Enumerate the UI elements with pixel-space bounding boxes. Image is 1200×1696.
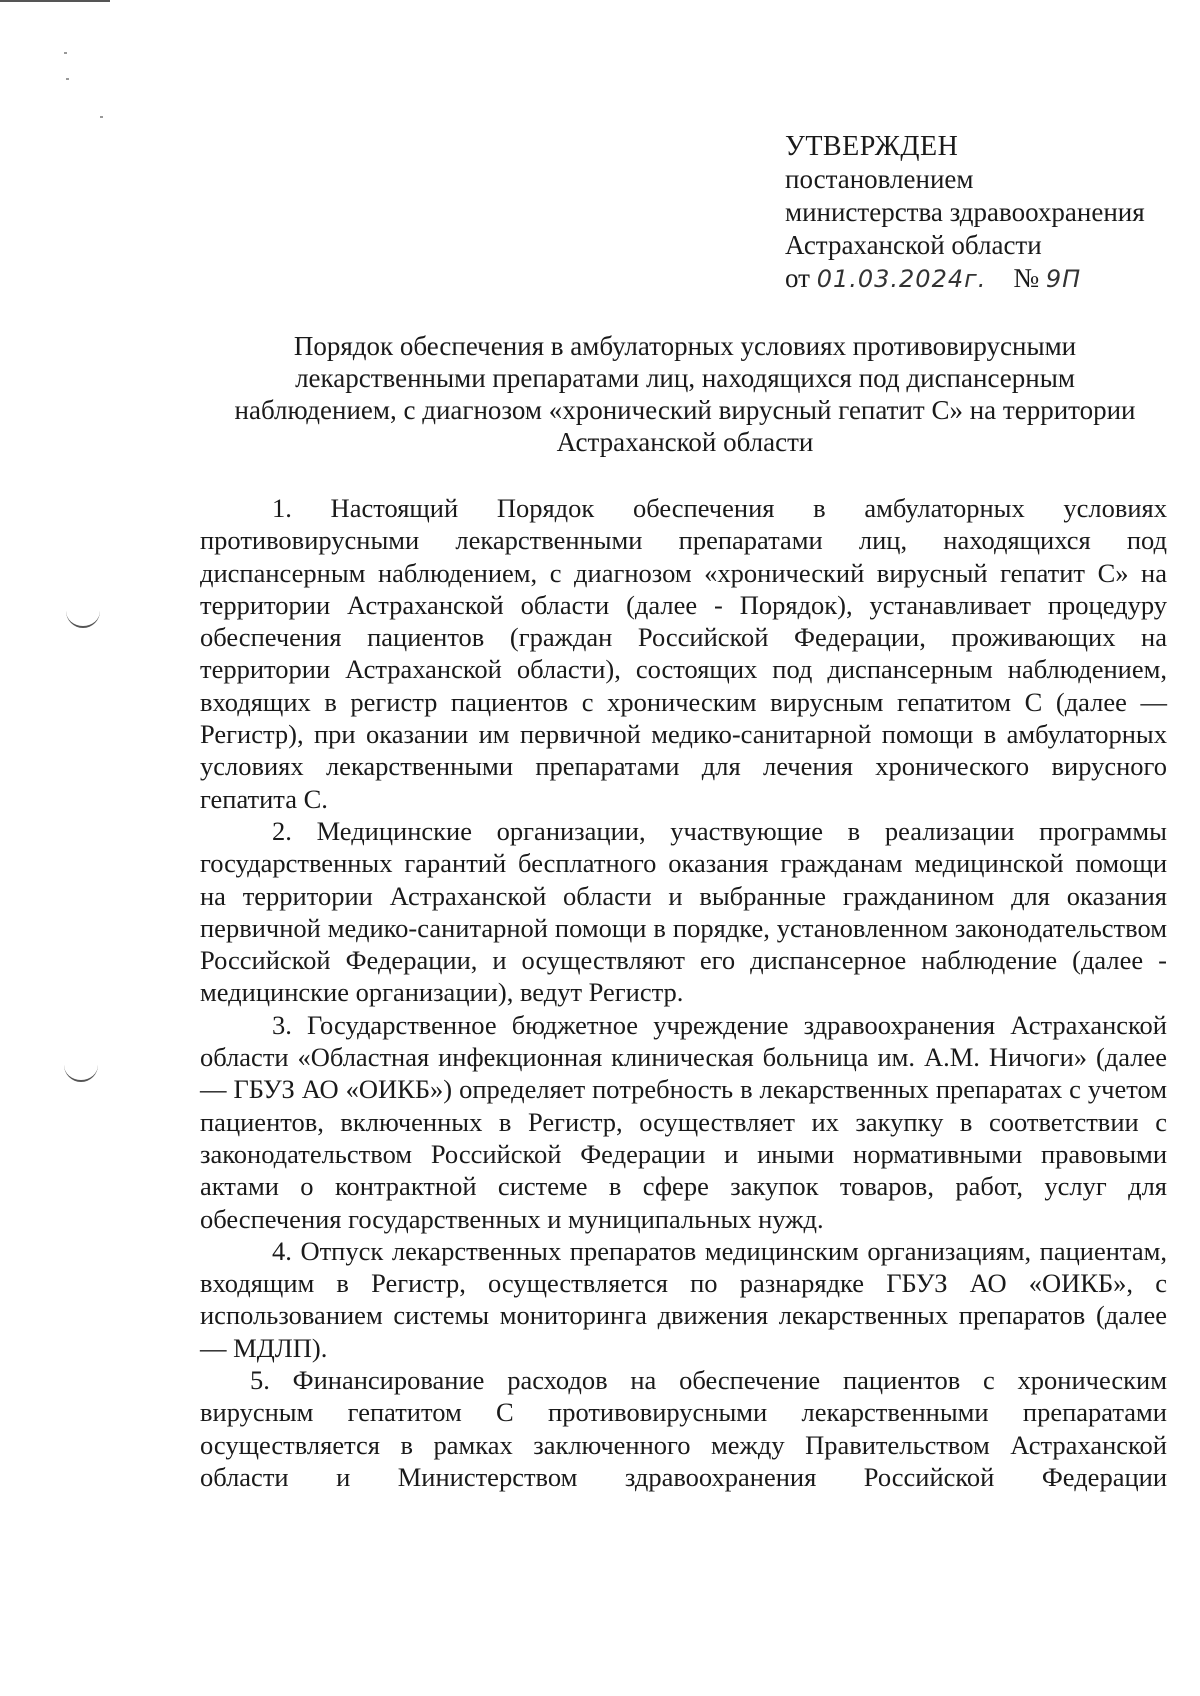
handwritten-date: 01.03.2024г. (816, 265, 987, 293)
approval-line: министерства здравоохранения (785, 197, 1145, 227)
number-prefix: № (1013, 263, 1040, 293)
title-line: Порядок обеспечения в амбулаторных условиях противовирусными (293, 331, 1077, 361)
scan-edge-mark (0, 0, 110, 2)
paragraph-5: 5. Финансирование расходов на обеспечение пациентов с хроническим вирусным гепатитом С противовирусными лекарственными препаратами осуществляется в рамках заключенного между Правительством Астраханской области и Министерством здравоохранения Российской Федерации (200, 1365, 1167, 1492)
paragraph-3: 3. Государственное бюджетное учреждение здравоохранения Астраханской области «Областная инфекционная клиническая больница им. А.М. Ничоги» (далее — ГБУЗ АО «ОИКБ») определяет потребность в лекарственных препаратах с учетом пациентов, включенных в Регистр, осуществляет их закупку в соответствии с законодательством Российской Федерации и иными нормативными правовыми актами о контрактной системе в сфере закупок товаров, работ, услуг для обеспечения государственных и муниципальных нужд. (200, 1009, 1167, 1234)
paragraph-2: 2. Медицинские организации, участвующие в реализации программы государственных гарантий бесплатного оказания гражданам медицинской помощи на территории Астраханской области и выбранные гражданином для оказания первичной медико-санитарной помощи в порядке, установленном законодательством Российской Федерации, и осуществляют его диспансерное наблюдение (далее - медицинские организации), ведут Регистр. (200, 815, 1167, 1008)
scan-speck (100, 116, 103, 118)
punch-hole-mark (66, 610, 100, 628)
handwritten-number: 9П (1045, 265, 1082, 293)
title-line: лекарственными препаратами лиц, находящихся под диспансерным (295, 363, 1075, 393)
approval-heading: УТВЕРЖДЕН (785, 131, 959, 162)
punch-hole-mark (64, 1064, 98, 1082)
approval-line: постановлением (785, 164, 974, 194)
approval-date-number-line (785, 262, 1165, 296)
scan-speck (66, 78, 69, 80)
scan-speck (64, 52, 67, 54)
date-prefix: от (785, 263, 810, 293)
paragraph-1: 1. Настоящий Порядок обеспечения в амбулаторных условиях противовирусными лекарственными препаратами лиц, находящихся под диспансерным наблюдением, с диагнозом «хронический вирусный гепатит С» на территории Астраханской области (далее - Порядок), устанавливает процедуру обеспечения пациентов (граждан Российской Федерации, проживающих на территории Астраханской области), состоящих под диспансерным наблюдением, входящих в регистр пациентов с хроническим вирусным гепатитом С (далее — Регистр), при оказании им первичной медико-санитарной помощи в амбулаторных условиях лекарственными препаратами для лечения хронического вирусного гепатита С. (200, 493, 1167, 814)
paragraph-4: 4. Отпуск лекарственных препаратов медицинским организациям, пациентам, входящим в Регистр, осуществляется по разнарядке ГБУЗ АО «ОИКБ», с использованием системы мониторинга движения лекарственных препаратов (далее — МДЛП). (200, 1235, 1167, 1363)
approval-line: Астраханской области (785, 230, 1042, 260)
approval-block (785, 130, 1165, 296)
document-body (200, 492, 1167, 1493)
title-line: Астраханской области (556, 427, 814, 457)
title-line: наблюдением, с диагнозом «хронический вирусный гепатит С» на территории (234, 395, 1136, 425)
document-title (200, 330, 1170, 458)
